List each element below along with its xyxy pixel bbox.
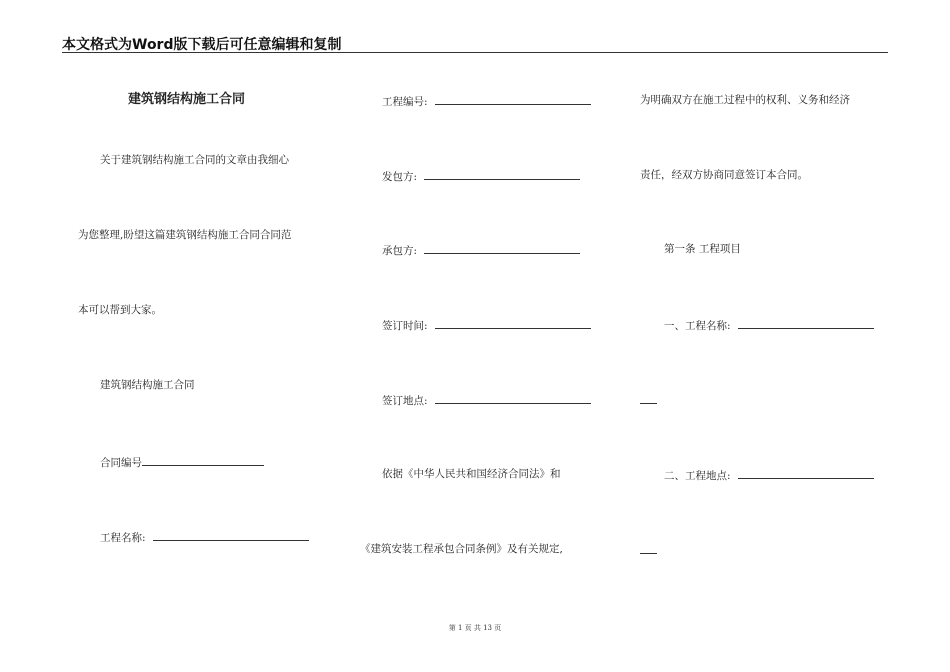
employer-blank (424, 168, 580, 180)
intro-line-3: 本可以帮到大家。 (78, 304, 162, 316)
contract-title: 建筑钢结构施工合同 (128, 92, 246, 107)
purpose-line-2: 责任，经双方协商同意签订本合同。 (640, 169, 808, 181)
contractor-row (382, 242, 580, 258)
intro-line-1: 关于建筑钢结构施工合同的文章由我细心 (100, 154, 289, 166)
item-project-name-row (664, 317, 874, 333)
item-project-site-blank-cont (640, 542, 657, 554)
contract-number-label: 合同编号 (100, 457, 142, 469)
project-name-row (100, 529, 309, 545)
sign-time-blank (435, 317, 591, 329)
legal-basis-line-1: 依据《中华人民共和国经济合同法》和 (382, 468, 561, 480)
sign-time-label: 签订时间: (382, 320, 428, 332)
sign-place-row (382, 392, 591, 408)
sign-time-row (382, 317, 591, 333)
item-project-site-row (664, 467, 874, 483)
legal-basis-line-2: 《建筑安装工程承包合同条例》及有关规定, (360, 543, 563, 555)
project-name-blank (153, 529, 309, 541)
intro-line-2: 为您整理,盼望这篇建筑钢结构施工合同合同范 (78, 229, 292, 241)
purpose-line-1: 为明确双方在施工过程中的权利、义务和经济 (640, 94, 850, 106)
item-project-name-label: 一、工程名称: (664, 320, 731, 332)
sign-place-blank (435, 392, 591, 404)
header-divider (62, 52, 888, 53)
contract-number-blank (142, 454, 264, 466)
project-number-blank (435, 93, 591, 105)
contract-subtitle: 建筑钢结构施工合同 (100, 379, 195, 391)
project-name-label: 工程名称: (100, 532, 146, 544)
item-project-name-cont (640, 392, 657, 408)
document-header: 本文格式为Word版下载后可任意编辑和复制 (62, 37, 342, 53)
contractor-blank (424, 242, 580, 254)
item-project-name-blank (738, 317, 874, 329)
item-project-site-cont (640, 542, 657, 558)
project-number-row (382, 93, 591, 109)
item-project-name-blank-cont (640, 392, 657, 404)
item-project-site-label: 二、工程地点: (664, 470, 731, 482)
article-1-heading: 第一条 工程项目 (664, 243, 741, 255)
employer-label: 发包方: (382, 171, 418, 183)
page-number-footer: 第 1 页 共 13 页 (448, 624, 502, 632)
employer-row (382, 168, 580, 184)
contract-number-row (100, 454, 264, 470)
item-project-site-blank (738, 467, 874, 479)
sign-place-label: 签订地点: (382, 395, 428, 407)
contractor-label: 承包方: (382, 245, 418, 257)
project-number-label: 工程编号: (382, 96, 428, 108)
